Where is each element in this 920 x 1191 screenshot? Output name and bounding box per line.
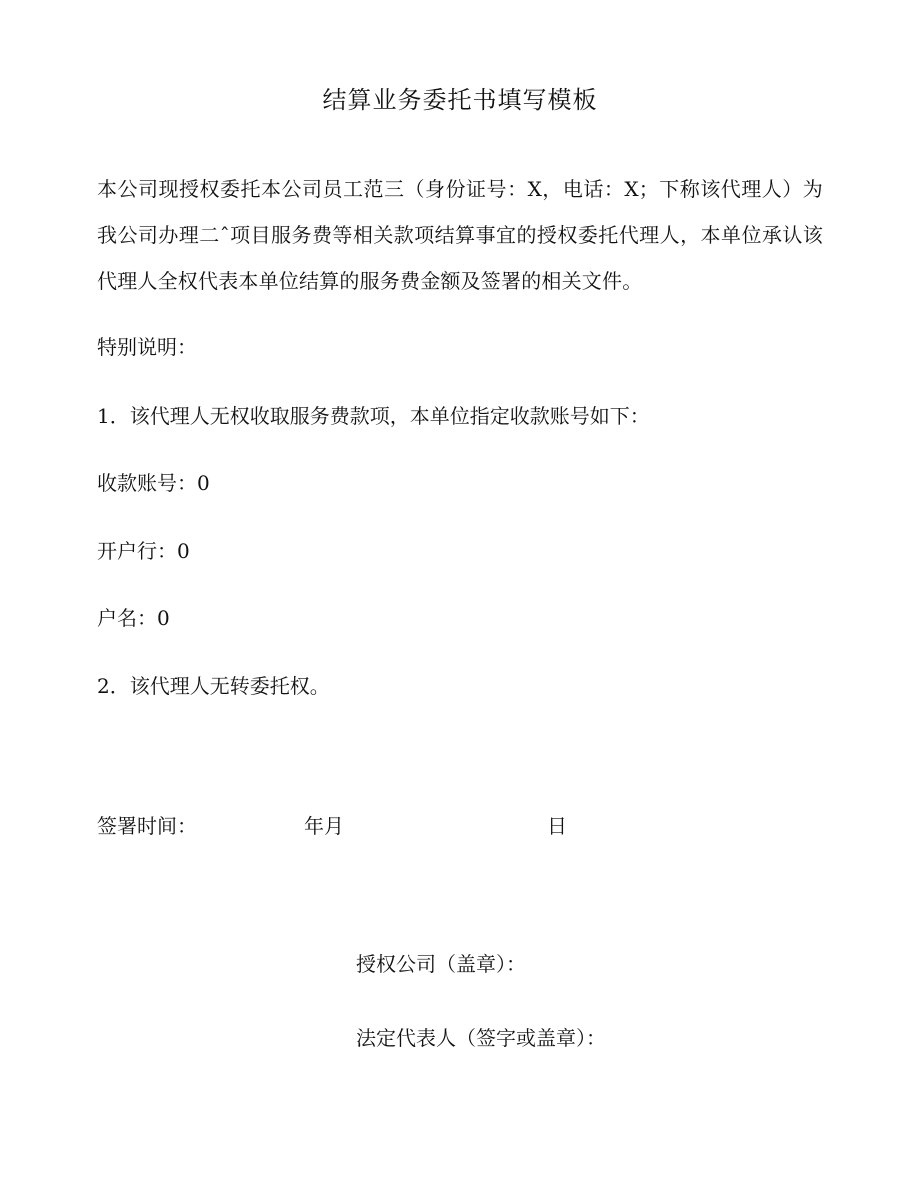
item-1: 1．该代理人无权收取服务费款项，本单位指定收款账号如下：	[97, 404, 650, 428]
year-month-label: 年月	[304, 814, 344, 838]
intro-paragraph: 本公司现授权委托本公司员工范三（身份证号：X，电话：X；下称该代理人）为我公司办理二ˆ项目服务费等相关款项结算事宜的授权委托代理人，本单位承认该代理人全权代表本单位结算的服务费金额及签署的相关文件。	[97, 177, 823, 293]
item-2: 2．该代理人无转委托权。	[97, 674, 330, 698]
account-name-line: 户名：0	[97, 606, 170, 630]
document-title: 结算业务委托书填写模板	[322, 86, 598, 114]
company-seal-line: 授权公司（盖章）：	[356, 952, 526, 976]
day-label: 日	[547, 814, 567, 838]
signing-date-row	[97, 811, 697, 841]
signing-date-label: 签署时间：	[97, 814, 197, 838]
legal-representative-line: 法定代表人（签字或盖章）：	[356, 1026, 606, 1050]
account-number-line: 收款账号：0	[97, 471, 210, 495]
special-heading: 特别说明：	[97, 335, 197, 359]
bank-line: 开户行：0	[97, 539, 190, 563]
